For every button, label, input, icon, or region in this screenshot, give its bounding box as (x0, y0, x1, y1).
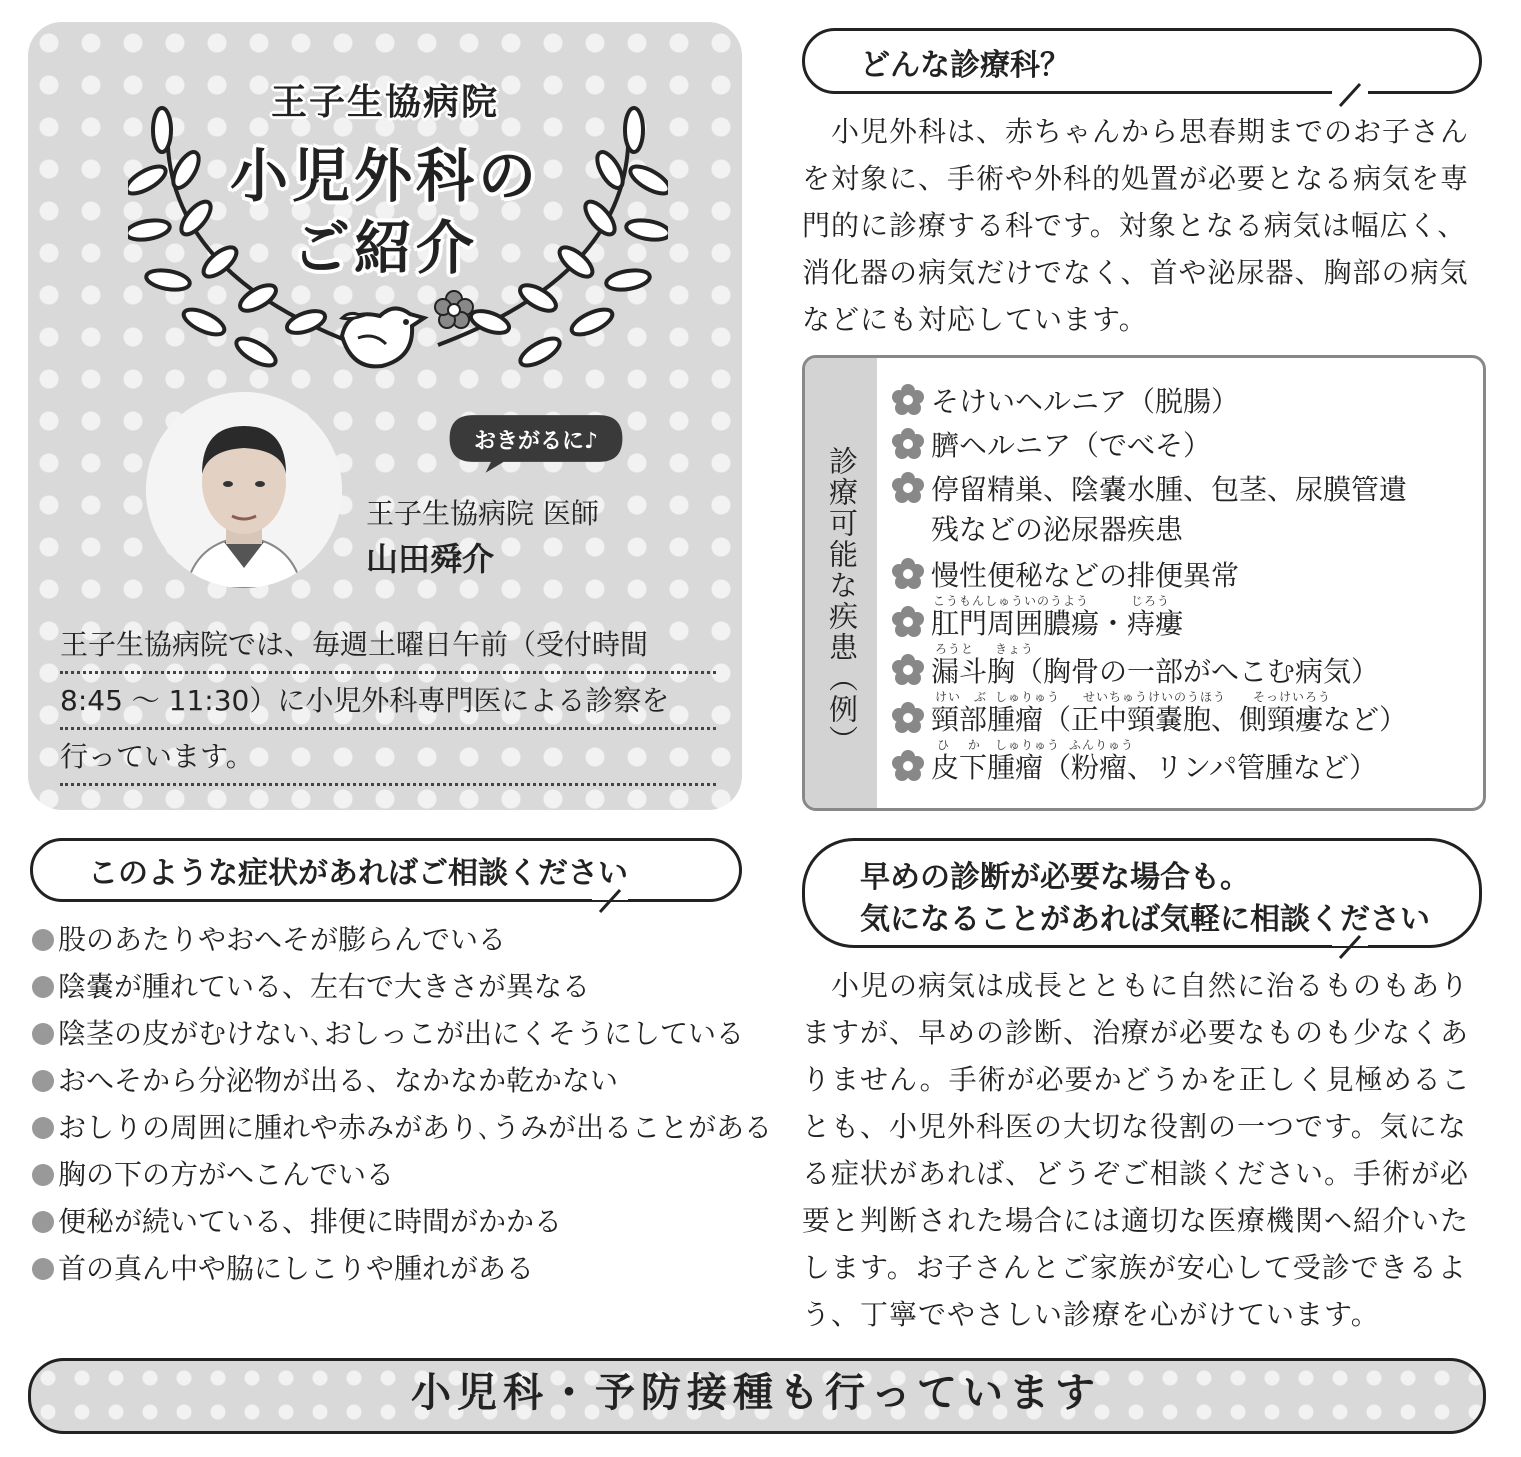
hospital-name: 王子生協病院 (270, 82, 499, 123)
bird-icon (328, 288, 448, 378)
panel-title-line1: 小児外科の (229, 142, 540, 210)
disease-item (891, 604, 1183, 644)
symptom-text: 陰茎の皮がむけない､おしっこが出にくそうにしている (58, 1017, 745, 1050)
intro-text (60, 618, 716, 786)
flower-icon (434, 290, 474, 330)
circle-bullet-icon (32, 1023, 54, 1045)
flower-icon (891, 701, 925, 735)
intro-line: 8:45 ～ 11:30）に小児外科専門医による診察を (60, 674, 716, 730)
intro-line: 王子生協病院では、毎週土曜日午前（受付時間 (60, 618, 716, 674)
symptom-item (32, 1057, 618, 1104)
disease-box-label: 診療可能な疾患（例） (825, 446, 859, 756)
ruby-annotation: しゅりゅう (995, 690, 1061, 704)
banner-text: 小児科・予防接種も行っています (411, 1370, 1101, 1416)
symptom-text: 陰嚢が腫れている、左右で大きさが異なる (58, 970, 591, 1003)
ruby-annotation: ふんりゅう (1069, 738, 1135, 752)
early-line: りません。手術が必要かどうかを正しく見極めるこ (802, 1063, 1471, 1096)
circle-bullet-icon (32, 929, 54, 951)
disease-item-text: 臍ヘルニア（でべそ） (931, 429, 1212, 462)
about-heading: どんな診療科？ (860, 48, 1070, 83)
symptom-item (32, 916, 506, 963)
disease-item (891, 748, 1377, 788)
disease-item-text: 肛門周囲膿瘍・痔瘻 (931, 607, 1184, 640)
symptom-text: 首の真ん中や脇にしこりや腫れがある (58, 1252, 535, 1285)
flower-icon (891, 653, 925, 687)
ruby-annotation: じろう (1131, 594, 1171, 608)
flower-icon (891, 605, 925, 639)
symptom-item (32, 1198, 562, 1245)
early-line: ますが、早めの診断、治療が必要なものも少なくあ (802, 1016, 1470, 1049)
symptom-item (32, 1104, 772, 1151)
disease-item (891, 470, 1407, 510)
early-line: とも、小児外科医の大切な役割の一つです。気にな (802, 1110, 1467, 1143)
about-line: などにも対応しています。 (802, 303, 1148, 336)
symptom-text: おへそから分泌物が出る、なかなか乾かない (58, 1064, 619, 1097)
flower-icon (891, 383, 925, 417)
doctor-photo (146, 392, 342, 588)
symptom-text: おしりの周囲に腫れや赤みがあり､うみが出ることがある (58, 1111, 773, 1144)
disease-item (891, 382, 1239, 422)
ruby-annotation: きょう (995, 642, 1035, 656)
circle-bullet-icon (32, 1211, 54, 1233)
ruby-annotation: ひ か (937, 738, 981, 752)
flower-icon (891, 427, 925, 461)
symptom-text: 股のあたりやおへそが膨らんでいる (58, 923, 507, 956)
disease-item-text: 慢性便秘などの排便異常 (931, 559, 1240, 592)
ruby-annotation: しゅりゅう (995, 738, 1061, 752)
doctor-role: 王子生協病院 医師 (366, 497, 599, 530)
about-line: 消化器の病気だけでなく、首や泌尿器、胸部の病気 (802, 256, 1469, 289)
early-line: します。お子さんとご家族が安心して受診できるよ (802, 1251, 1467, 1284)
early-heading-line2: 気になることがあれば気軽に相談ください (860, 902, 1430, 937)
early-line: る症状があれば、どうぞご相談ください。手術が必 (802, 1157, 1470, 1190)
symptom-item (32, 963, 590, 1010)
disease-box (802, 355, 1486, 811)
disease-item-text: 残などの泌尿器疾患 (931, 513, 1184, 546)
about-line: 門的に診療する科です。対象となる病気は幅広く、 (802, 209, 1467, 242)
disease-item (891, 426, 1211, 466)
ruby-annotation: そっけいろう (1253, 690, 1332, 704)
doctor-name: 山田舜介 (366, 540, 495, 578)
about-line: を対象に、手術や外科的処置が必要となる病気を専 (802, 162, 1470, 195)
intro-line: 行っています。 (60, 730, 716, 786)
symptom-text: 便秘が続いている、排便に時間がかかる (58, 1205, 563, 1238)
early-line: う、丁寧でやさしい診療を心がけています。 (802, 1298, 1380, 1331)
disease-item-text: 皮下腫瘤（粉瘤、リンパ管腫など） (931, 751, 1378, 784)
circle-bullet-icon (32, 1258, 54, 1280)
ruby-annotation: ろうと (935, 642, 975, 656)
ruby-annotation: けい ぶ (935, 690, 988, 704)
flower-icon (891, 557, 925, 591)
about-text (802, 108, 1492, 343)
disease-item-text: そけいヘルニア（脱腸） (931, 385, 1240, 418)
circle-bullet-icon (32, 976, 54, 998)
symptom-text: 胸の下の方がへこんでいる (58, 1158, 395, 1191)
flower-icon (891, 471, 925, 505)
circle-bullet-icon (32, 1164, 54, 1186)
early-heading-line1: 早めの診断が必要な場合も。 (860, 860, 1250, 895)
ruby-annotation: せいちゅうけいのうほう (1083, 690, 1227, 704)
disease-item (891, 556, 1239, 596)
disease-item (891, 652, 1379, 692)
panel-title (28, 140, 742, 284)
panel-title-line2: ご紹介 (291, 214, 478, 282)
circle-bullet-icon (32, 1070, 54, 1092)
disease-item-text: 頸部腫瘤（正中頸嚢胞、側頸瘻など） (931, 703, 1408, 736)
about-line: 小児外科は、赤ちゃんから思春期までのお子さん (802, 115, 1470, 148)
early-text (802, 962, 1492, 1338)
early-line: 要と判断された場合には適切な医療機関へ紹介いた (802, 1204, 1470, 1237)
bubble-text: おきがるに♪ (473, 429, 599, 454)
flower-icon (891, 749, 925, 783)
disease-item (891, 700, 1407, 740)
early-line: 小児の病気は成長とともに自然に治るものもあり (802, 969, 1470, 1002)
disease-item-continuation (931, 510, 1183, 550)
symptoms-heading: このような症状があればご相談ください (88, 856, 628, 891)
ruby-annotation: こうもんしゅういのうよう (933, 594, 1090, 608)
disease-item-text: 停留精巣、陰嚢水腫、包茎、尿膜管遺 (931, 473, 1408, 506)
symptom-item (32, 1245, 534, 1292)
disease-item-text: 漏斗胸（胸骨の一部がへこむ病気） (931, 655, 1380, 688)
symptom-item (32, 1010, 744, 1057)
symptom-item (32, 1151, 394, 1198)
circle-bullet-icon (32, 1117, 54, 1139)
